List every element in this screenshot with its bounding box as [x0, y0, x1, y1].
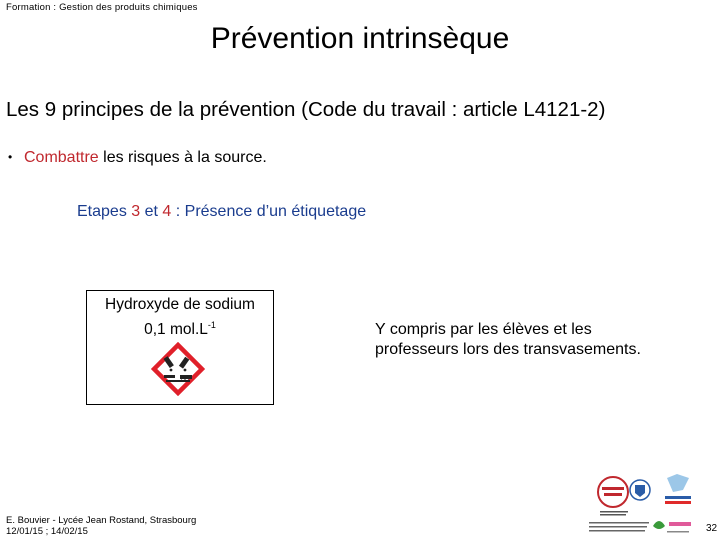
header-note: Formation : Gestion des produits chimiques	[6, 2, 198, 13]
bullet-dot: •	[8, 150, 13, 164]
partner-logo-red-icon	[598, 477, 628, 516]
steps-and: et	[140, 203, 163, 220]
bullet-item	[8, 149, 267, 167]
footer-dates: 12/01/15 ; 14/02/15	[6, 526, 88, 537]
footer-credits	[6, 515, 196, 537]
slide-title: Prévention intrinsèque	[210, 22, 510, 55]
label-concentration-value: 0,1 mol.L	[144, 321, 208, 339]
steps-prefix: Etapes	[77, 203, 132, 220]
steps-line	[77, 203, 366, 221]
side-note-line-2: professeurs lors des transvasements.	[375, 341, 641, 358]
label-chemical-name: Hydroxyde de sodium	[105, 296, 255, 313]
step-number-4: 4	[162, 203, 172, 220]
bullet-text: les risques à la source.	[98, 149, 267, 166]
slide-subtitle: Les 9 principes de la prévention (Code du travail : article L4121-2)	[6, 98, 606, 121]
partner-logos	[585, 470, 703, 540]
step-number-3: 3	[131, 203, 141, 220]
side-note-line-1: Y compris par les élèves et les	[375, 321, 592, 338]
steps-text: : Présence d’un étiquetage	[171, 203, 367, 220]
corrosive-ghs05-icon	[151, 342, 205, 396]
label-concentration-exponent: -1	[207, 320, 216, 330]
green-partner-logo-icon	[653, 520, 693, 533]
label-concentration	[87, 315, 273, 340]
partner-logo-blue-icon	[630, 480, 650, 500]
region-logo-icon	[663, 474, 693, 512]
side-note	[375, 320, 641, 360]
chemical-label	[86, 290, 274, 405]
footer-author: E. Bouvier - Lycée Jean Rostand, Strasbourg	[6, 515, 197, 526]
page-number: 32	[706, 523, 718, 534]
bullet-highlight: Combattre	[24, 149, 99, 166]
